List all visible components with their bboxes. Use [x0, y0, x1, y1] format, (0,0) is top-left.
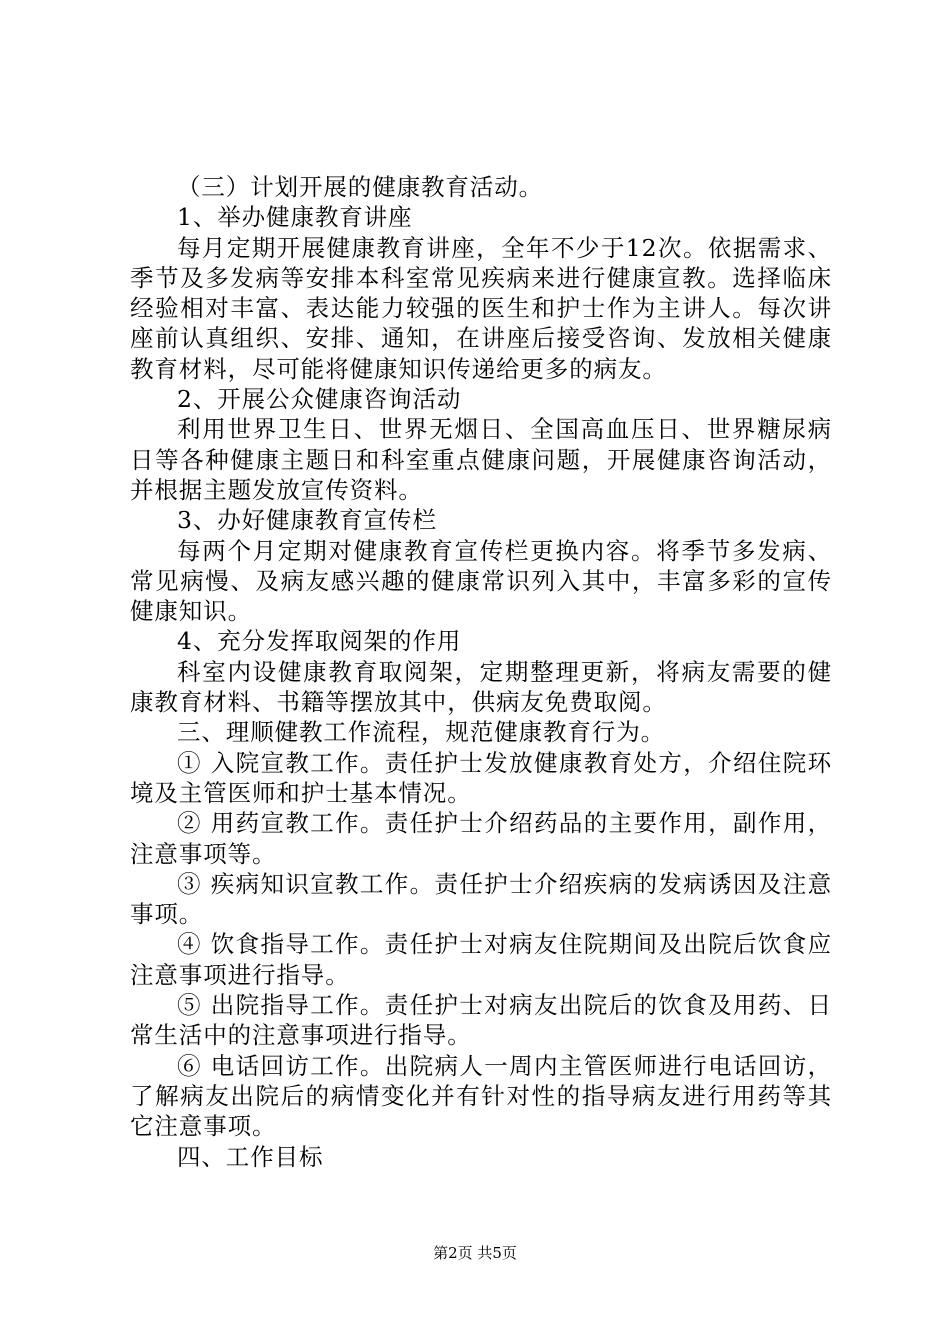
list-item-medication: ② 用药宣教工作。责任护士介绍药品的主要作用，副作用，注意事项等。: [130, 809, 832, 868]
list-item-discharge: ⑤ 出院指导工作。责任护士对病友出院后的饮食及用药、日常生活中的注意事项进行指导。: [130, 991, 832, 1050]
list-item-admission: ① 入院宣教工作。责任护士发放健康教育处方，介绍住院环境及主管医师和护士基本情况。: [130, 748, 832, 807]
item-heading-bulletin-board: 3、办好健康教育宣传栏: [177, 506, 437, 535]
section-heading-goals: 四、工作目标: [177, 1142, 324, 1171]
item-heading-lectures: 1、举办健康教育讲座: [177, 203, 413, 232]
list-item-phone-followup: ⑥ 电话回访工作。出院病人一周内主管医师进行电话回访，了解病友出院后的病情变化并有针对性的指导病友进行用药等其它注意事项。: [130, 1051, 832, 1141]
paragraph-bulletin-board: 每两个月定期对健康教育宣传栏更换内容。将季节多发病、常见病慢、及病友感兴趣的健康常识列入其中，丰富多彩的宣传健康知识。: [130, 536, 832, 626]
section-heading-workflow: 三、理顺健教工作流程，规范健康教育行为。: [177, 718, 665, 747]
document-body: [130, 172, 832, 1172]
item-heading-reading-rack: 4、充分发挥取阅架的作用: [177, 627, 462, 656]
item-heading-consultation: 2、开展公众健康咨询活动: [177, 385, 462, 414]
section-heading-activities: （三）计划开展的健康教育活动。: [177, 173, 543, 201]
list-item-disease-knowledge: ③ 疾病知识宣教工作。责任护士介绍疾病的发病诱因及注意事项。: [130, 869, 832, 929]
list-item-diet: ④ 饮食指导工作。责任护士对病友住院期间及出院后饮食应注意事项进行指导。: [130, 930, 832, 989]
paragraph-reading-rack: 科室内设健康教育取阅架，定期整理更新，将病友需要的健康教育材料、书籍等摆放其中，供病友免费取阅。: [130, 657, 832, 717]
page-number-footer: 第2页 共5页: [433, 1244, 517, 1262]
paragraph-consultation: 利用世界卫生日、世界无烟日、全国高血压日、世界糖尿病日等各种健康主题日和科室重点健康问题，开展健康咨询活动，并根据主题发放宣传资料。: [130, 415, 832, 504]
paragraph-lectures: 每月定期开展健康教育讲座，全年不少于12次。依据需求、季节及多发病等安排本科室常见疾病来进行健康宣教。选择临床经验相对丰富、表达能力较强的医生和护士作为主讲人。每次讲座前认真组织、安排、通知，在讲座后接受咨询、发放相关健康教育材料，尽可能将健康知识传递给更多的病友。: [130, 233, 832, 383]
